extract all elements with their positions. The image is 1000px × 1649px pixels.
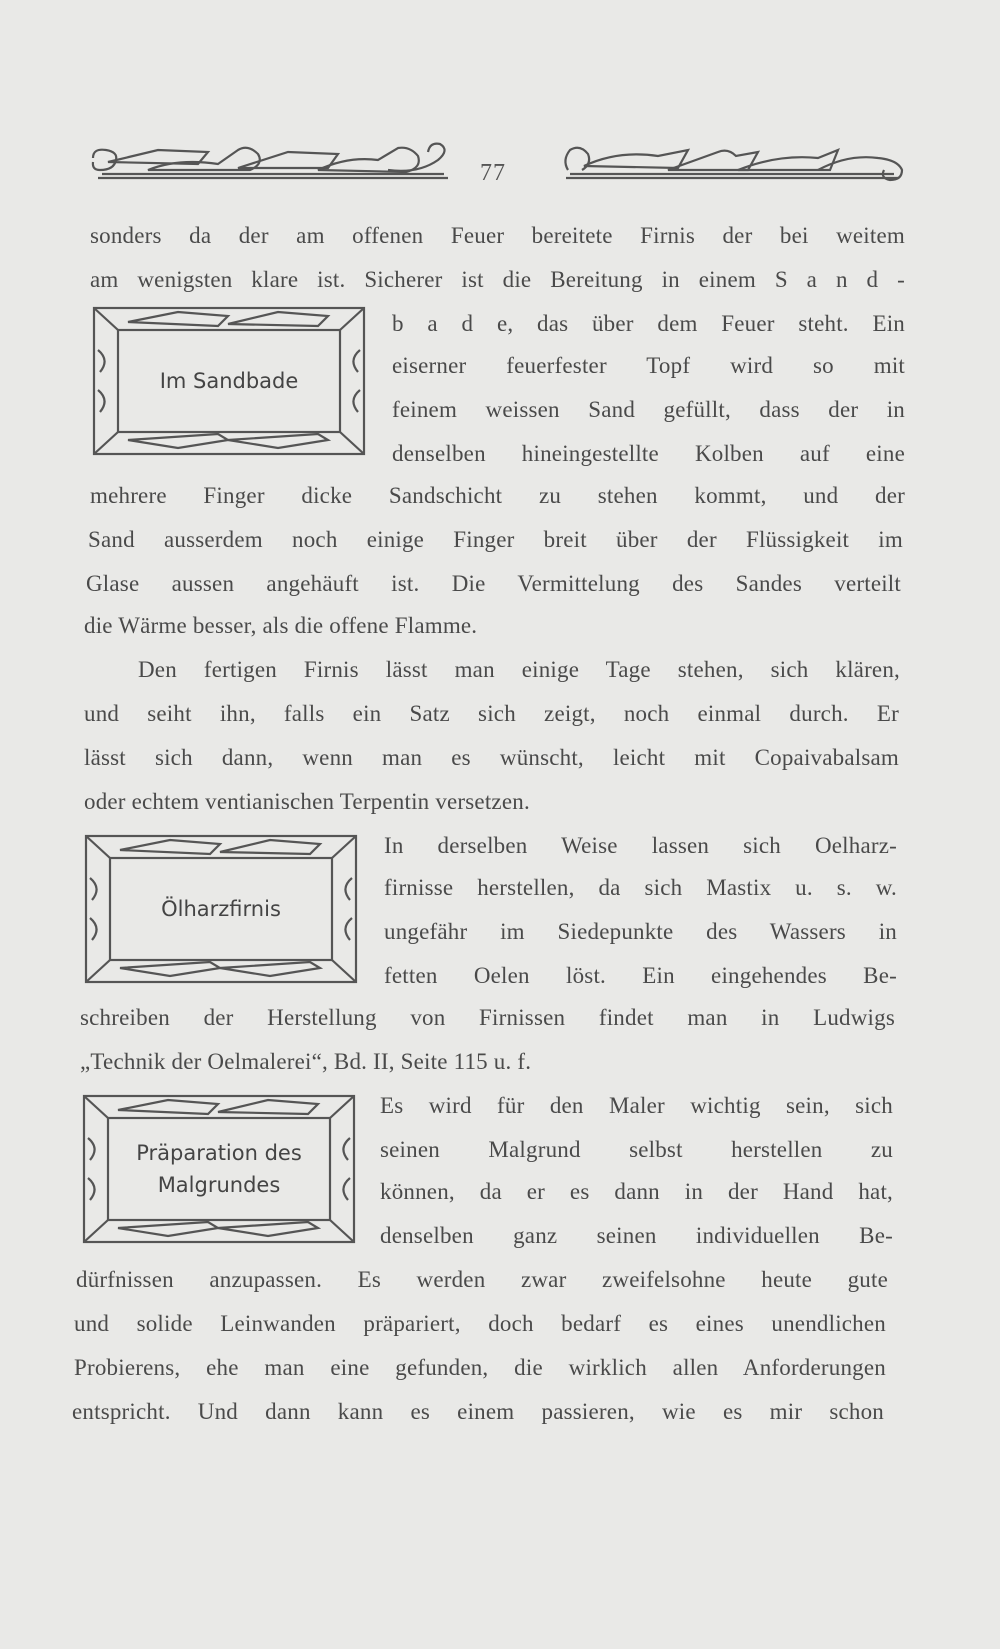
margin-note-label: Ölharzfirnis xyxy=(161,897,281,921)
ornamental-frame-icon xyxy=(78,1088,360,1248)
margin-note-label: Im Sandbade xyxy=(159,369,299,393)
body-line: Sand ausserdem noch einige Finger breit über der Flüssigkeit im xyxy=(88,527,903,552)
body-line: b a d e, das über dem Feuer steht. Ein xyxy=(392,311,905,336)
body-line: firnisse herstellen, da sich Mastix u. s. w. xyxy=(384,875,897,900)
body-line: mehrere Finger dicke Sandschicht zu stehen kommt, und der xyxy=(90,483,905,508)
body-line: eiserner feuerfester Topf wird so mit xyxy=(392,353,905,378)
body-line: „Technik der Oelmalerei“, Bd. II, Seite 115 u. f. xyxy=(80,1049,532,1074)
margin-note-label-line-2: Malgrundes xyxy=(157,1173,281,1197)
body-line: die Wärme besser, als die offene Flamme. xyxy=(84,613,478,638)
body-line: Den fertigen Firnis lässt man einige Tage stehen, sich klären, xyxy=(138,657,900,682)
margin-note-sandbade xyxy=(88,300,370,460)
body-line: können, da er es dann in der Hand hat, xyxy=(380,1179,893,1204)
body-line: Probierens, ehe man eine gefunden, die wirklich allen Anforderungen xyxy=(74,1355,886,1380)
body-line: denselben ganz seinen individuellen Be- xyxy=(380,1223,893,1248)
body-line: In derselben Weise lassen sich Oelharz- xyxy=(384,833,897,858)
margin-note-oelharzfirnis xyxy=(80,828,362,988)
body-line: feinem weissen Sand gefüllt, dass der in xyxy=(392,397,905,422)
running-header xyxy=(88,140,908,200)
body-line: sonders da der am offenen Feuer bereitete Firnis der bei weitem xyxy=(90,223,905,248)
body-line: ungefähr im Siedepunkte des Wassers in xyxy=(384,919,897,944)
body-line: entspricht. Und dann kann es einem passieren, wie es mir schon xyxy=(72,1399,884,1424)
body-line: denselben hineingestellte Kolben auf eine xyxy=(392,441,905,466)
body-line: schreiben der Herstellung von Firnissen findet man in Ludwigs xyxy=(80,1005,895,1030)
body-line: und solide Leinwanden präpariert, doch bedarf es eines unendlichen xyxy=(74,1311,886,1336)
body-line: Glase aussen angehäuft ist. Die Vermittelung des Sandes verteilt xyxy=(86,571,901,596)
margin-note-malgrund xyxy=(78,1088,360,1248)
body-line: am wenigsten klare ist. Sicherer ist die Bereitung in einem S a n d - xyxy=(90,267,905,292)
body-line: Es wird für den Maler wichtig sein, sich xyxy=(380,1093,893,1118)
body-line: dürfnissen anzupassen. Es werden zwar zweifelsohne heute gute xyxy=(76,1267,888,1292)
header-ornament-right-icon xyxy=(558,140,908,190)
body-line: seinen Malgrund selbst herstellen zu xyxy=(380,1137,893,1162)
header-ornament-left-icon xyxy=(88,140,458,190)
body-line: und seiht ihn, falls ein Satz sich zeigt, noch einmal durch. Er xyxy=(84,701,899,726)
margin-note-label-line-1: Präparation des xyxy=(136,1141,302,1165)
body-line: oder echtem ventianischen Terpentin versetzen. xyxy=(84,789,530,814)
page-number: 77 xyxy=(480,160,506,186)
body-line: lässt sich dann, wenn man es wünscht, leicht mit Copaivabalsam xyxy=(84,745,899,770)
body-line: fetten Oelen löst. Ein eingehendes Be- xyxy=(384,963,897,988)
